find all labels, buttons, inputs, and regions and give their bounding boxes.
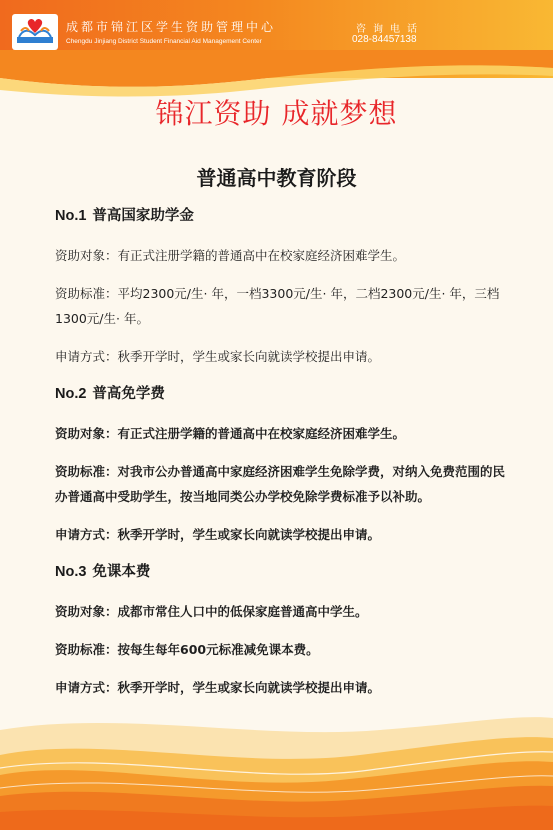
aid-item-name: 普高免学费 xyxy=(92,386,165,402)
section-title: 普通高中教育阶段 xyxy=(196,166,357,190)
aid-item-number: No.3 xyxy=(55,564,87,580)
aid-item-title xyxy=(55,204,505,225)
aid-item-3 xyxy=(55,560,505,700)
heart-hands-book-icon xyxy=(15,17,55,47)
aid-target: 资助对象：有正式注册学籍的普通高中在校家庭经济困难学生。 xyxy=(55,248,406,263)
aid-item-2 xyxy=(55,382,505,547)
center-logo xyxy=(12,14,58,50)
org-name-cn: 成都市锦江区学生资助管理中心 xyxy=(66,20,277,34)
footer-wave-decoration xyxy=(0,700,553,830)
aid-standard: 资助标准：按每生每年600元标准减免课本费。 xyxy=(55,642,319,657)
aid-item-title xyxy=(55,560,505,581)
aid-item-1 xyxy=(55,204,505,369)
aid-standard: 资助标准：平均2300元/生· 年，一档3300元/生· 年，二档2300元/生· 年，三档1300元/生· 年。 xyxy=(55,286,500,326)
aid-item-name: 普高国家助学金 xyxy=(92,208,194,224)
aid-method: 申请方式：秋季开学时，学生或家长向就读学校提出申请。 xyxy=(55,349,381,364)
slogan: 锦江资助 成就梦想 xyxy=(155,97,398,130)
aid-item-name: 免课本费 xyxy=(92,564,151,580)
aid-method: 申请方式：秋季开学时，学生或家长向就读学校提出申请。 xyxy=(55,680,381,695)
hotline-label: 咨询电话 xyxy=(356,24,424,35)
aid-method: 申请方式：秋季开学时，学生或家长向就读学校提出申请。 xyxy=(55,527,381,542)
aid-standard: 资助标准：对我市公办普通高中家庭经济困难学生免除学费，对纳入免费范围的民办普通高中受助学生，按当地同类公办学校免除学费标准予以补助。 xyxy=(55,464,506,504)
aid-content xyxy=(55,204,505,713)
aid-item-title xyxy=(55,382,505,403)
hotline-number[interactable]: 028-84457138 xyxy=(352,34,417,45)
aid-item-number: No.2 xyxy=(55,386,87,402)
aid-target: 资助对象：成都市常住人口中的低保家庭普通高中学生。 xyxy=(55,604,368,619)
aid-target: 资助对象：有正式注册学籍的普通高中在校家庭经济困难学生。 xyxy=(55,426,406,441)
aid-item-number: No.1 xyxy=(55,208,87,224)
org-name-en: Chengdu Jinjiang District Student Financial Aid Management Center xyxy=(66,38,262,45)
